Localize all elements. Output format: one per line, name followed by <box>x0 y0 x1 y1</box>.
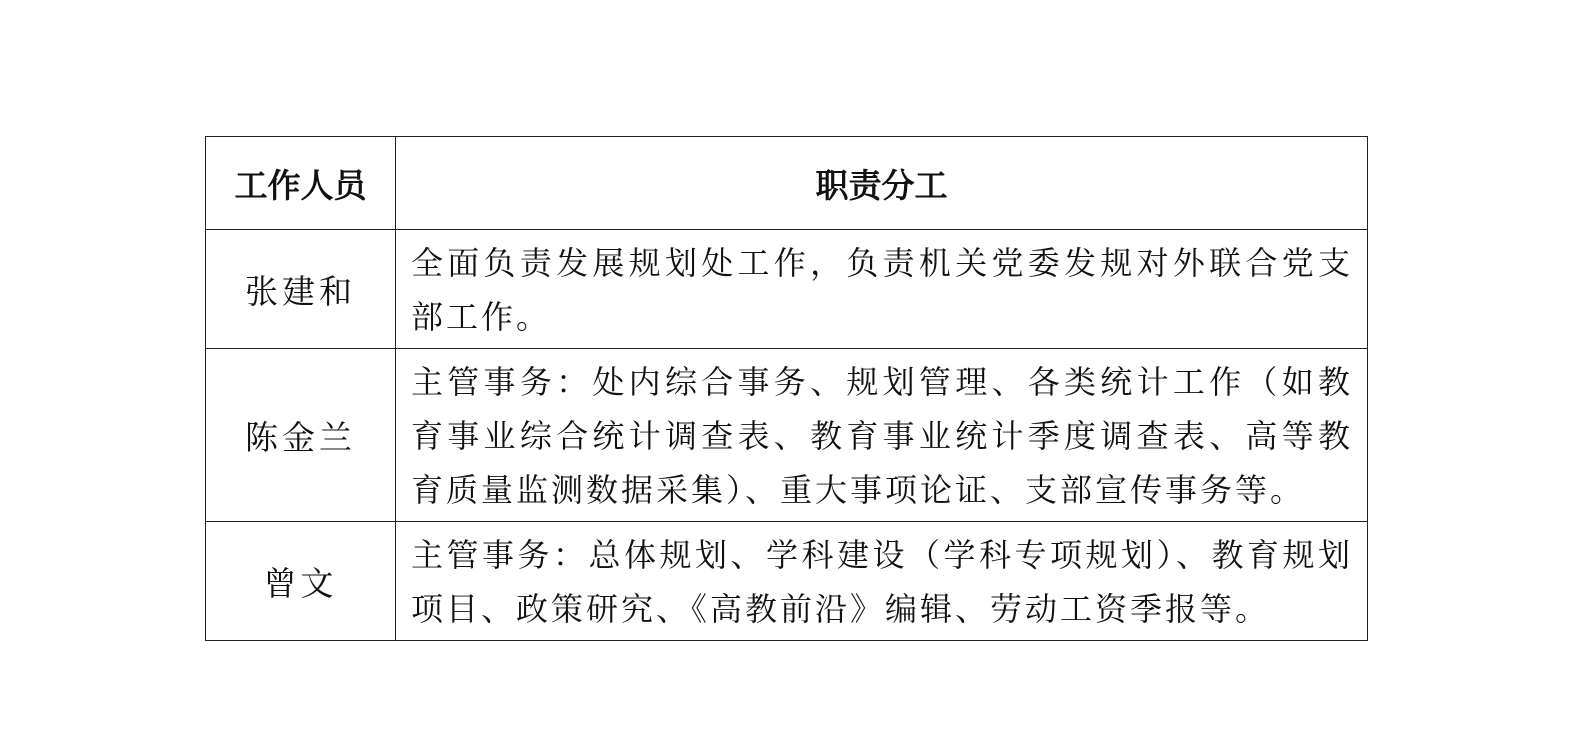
table-header-row <box>206 137 1368 230</box>
header-staff: 工作人员 <box>206 137 396 230</box>
staff-name-cell: 陈金兰 <box>206 349 396 522</box>
table-row <box>206 230 1368 349</box>
duty-description-cell: 主管事务：总体规划、学科建设（学科专项规划）、教育规划项目、政策研究、《高教前沿》编辑、劳动工资季报等。 <box>396 522 1368 641</box>
staff-name-cell: 张建和 <box>206 230 396 349</box>
table-row <box>206 522 1368 641</box>
staff-name-cell: 曾文 <box>206 522 396 641</box>
duty-assignment-table <box>205 136 1368 641</box>
header-duties: 职责分工 <box>396 137 1368 230</box>
duty-description-cell: 主管事务：处内综合事务、规划管理、各类统计工作（如教育事业综合统计调查表、教育事业统计季度调查表、高等教育质量监测数据采集）、重大事项论证、支部宣传事务等。 <box>396 349 1368 522</box>
duty-description-cell: 全面负责发展规划处工作，负责机关党委发规对外联合党支部工作。 <box>396 230 1368 349</box>
table-row <box>206 349 1368 522</box>
